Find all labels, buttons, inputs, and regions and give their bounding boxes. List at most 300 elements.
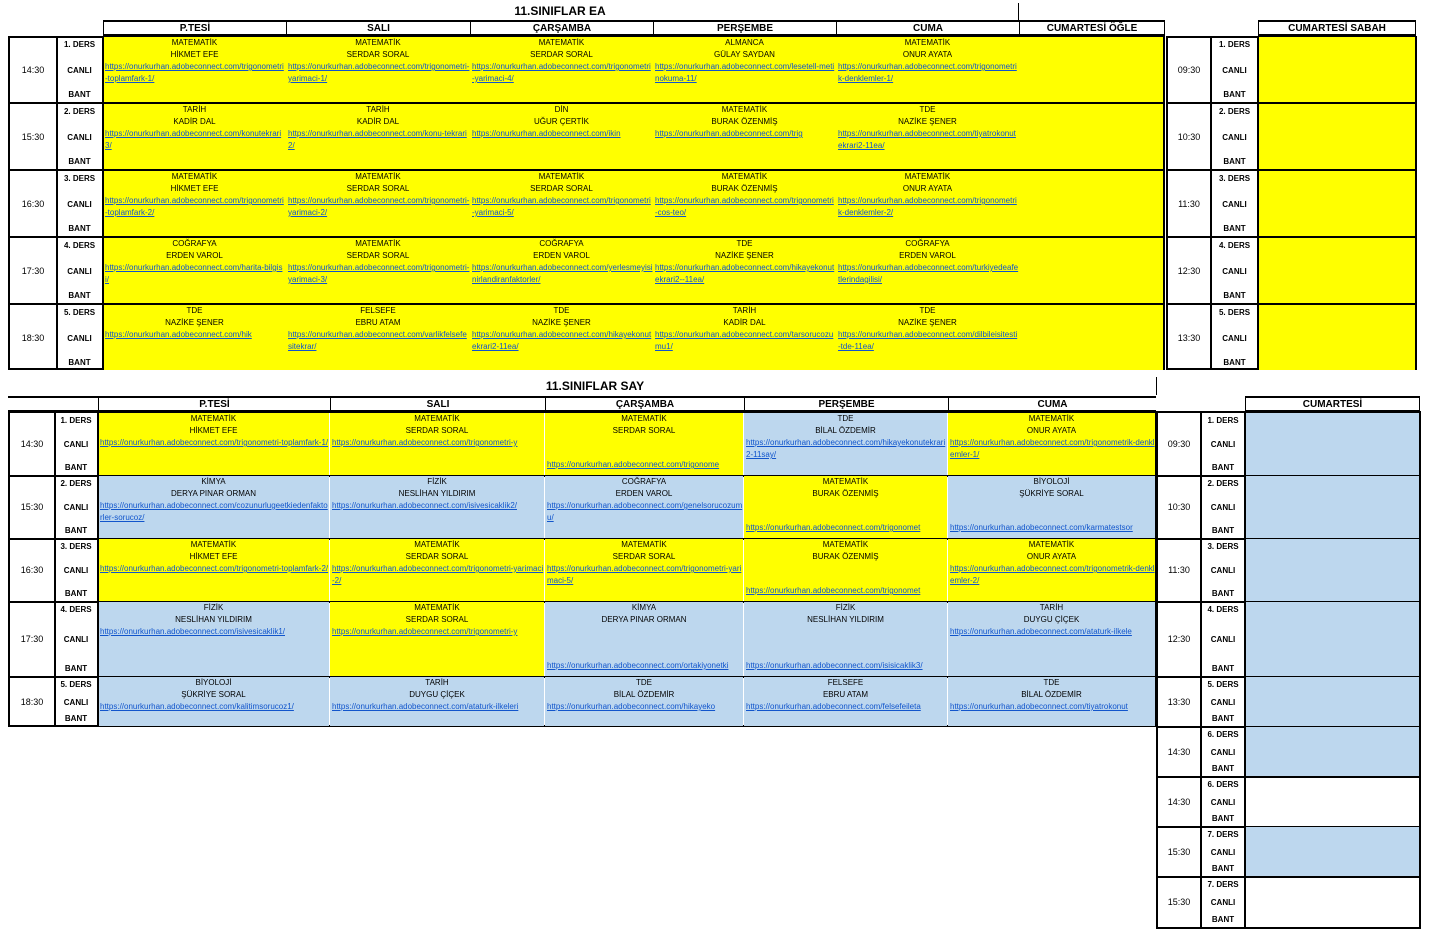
- lesson-subject: MATEMATİK: [721, 105, 768, 114]
- ea-time: 15:30: [21, 131, 45, 142]
- lesson-subject: TDE: [636, 678, 652, 687]
- lesson-link[interactable]: https://onurkurhan.adobeconnect.com/trigonometri-yarimaci-3/: [288, 263, 470, 284]
- lesson-link[interactable]: https://onurkurhan.adobeconnect.com/trigonometrik-denklemler-1/: [838, 62, 1017, 83]
- say-lesson-cell: [330, 413, 544, 475]
- canli-label: CANLI: [63, 635, 89, 644]
- say-lesson-cell: [330, 602, 544, 676]
- slot-label: 4. DERS: [1207, 605, 1239, 614]
- lesson-subject: FELSEFE: [827, 678, 864, 687]
- canli-label: CANLI: [1210, 503, 1236, 512]
- col-divider: [1210, 36, 1212, 370]
- ea-lesson-cell: [103, 37, 286, 102]
- lesson-link[interactable]: https://onurkurhan.adobeconnect.com/turkiyedeafetlerindagilisi/: [838, 263, 1019, 284]
- lesson-subject: MATEMATİK: [190, 414, 237, 423]
- say-lesson-cell: [545, 677, 743, 726]
- col-divider: [1244, 411, 1246, 929]
- lesson-teacher: NESLİHAN YILDIRIM: [175, 615, 252, 624]
- col-divider: [1200, 411, 1202, 929]
- lesson-subject: MATEMATİK: [1028, 414, 1075, 423]
- lesson-teacher: NAZİKE ŞENER: [165, 318, 224, 327]
- lesson-link[interactable]: https://onurkurhan.adobeconnect.com/trigonometri-toplamfark-2/: [105, 196, 284, 217]
- say-lesson-cell: [98, 539, 329, 601]
- canli-label: CANLI: [67, 334, 92, 343]
- lesson-subject: TDE: [919, 105, 936, 114]
- ea-lesson-cell: [836, 37, 1019, 102]
- ea-title: 11.SINIFLAR EA: [514, 4, 606, 18]
- slot-label: 5. DERS: [1207, 680, 1239, 689]
- slot-label: 2. DERS: [60, 479, 92, 488]
- say-lesson-cell: [948, 602, 1155, 676]
- say-lesson-cell: [744, 677, 947, 726]
- say-saturday-time: 09:30: [1167, 439, 1191, 449]
- lesson-link[interactable]: https://onurkurhan.adobeconnect.com/trigonometri-y: [332, 627, 518, 636]
- canli-label: CANLI: [1210, 635, 1236, 644]
- bant-label: BANT: [1211, 526, 1235, 535]
- ea-time: 18:30: [21, 332, 45, 343]
- lesson-link[interactable]: https://onurkurhan.adobeconnect.com/felsefeileta: [746, 702, 921, 711]
- lesson-teacher: DERYA PINAR ORMAN: [601, 615, 687, 624]
- lesson-link[interactable]: https://onurkurhan.adobeconnect.com/ikin: [472, 129, 621, 138]
- lesson-link[interactable]: https://onurkurhan.adobeconnect.com/trigonometri-yarimaci-2/: [332, 564, 544, 585]
- bant-label: BANT: [1211, 814, 1235, 823]
- lesson-teacher: BURAK ÖZENMİŞ: [711, 184, 778, 193]
- slot-label: 3. DERS: [60, 542, 92, 551]
- lesson-link[interactable]: https://onurkurhan.adobeconnect.com/hikayekonutekrari2-11ea/: [472, 330, 652, 351]
- lesson-link[interactable]: https://onurkurhan.adobeconnect.com/tiyatrokonutekrari2-11ea/: [838, 129, 1016, 150]
- lesson-teacher: SERDAR SORAL: [405, 615, 469, 624]
- lesson-subject: BİYOLOJİ: [195, 678, 232, 687]
- bant-label: BANT: [1211, 463, 1235, 472]
- lesson-teacher: ONUR AYATA: [1026, 552, 1077, 561]
- lesson-subject: TDE: [736, 239, 753, 248]
- say-saturday-cell: [1245, 413, 1419, 475]
- ea-time: 17:30: [21, 265, 45, 276]
- say-time: 17:30: [20, 634, 44, 644]
- lesson-teacher: KADİR DAL: [723, 318, 766, 327]
- ea-saturday-morning-cell: [1258, 171, 1415, 236]
- ea-saturday-noon-cell: [1019, 305, 1163, 370]
- lesson-subject: TARİH: [366, 105, 390, 114]
- lesson-link[interactable]: https://onurkurhan.adobeconnect.com/dilbileisitesti-tde-11ea/: [838, 330, 1018, 351]
- say-saturday-cell: [1245, 602, 1419, 676]
- ea-time: 14:30: [21, 64, 45, 75]
- bant-label: BANT: [68, 224, 91, 233]
- say-saturday-cell: [1245, 877, 1419, 927]
- lesson-subject: COĞRAFYA: [905, 239, 950, 248]
- lesson-link[interactable]: https://onurkurhan.adobeconnect.com/isisicaklik3/: [746, 661, 923, 670]
- canli-label: CANLI: [1210, 440, 1236, 449]
- bant-label: BANT: [1223, 90, 1246, 99]
- canli-label: CANLI: [1222, 66, 1247, 75]
- lesson-link[interactable]: https://onurkurhan.adobeconnect.com/trigonometri-yarimaci-2/: [288, 196, 470, 217]
- lesson-link[interactable]: https://onurkurhan.adobeconnect.com/trigonometrik-denklemler-2/: [950, 564, 1155, 585]
- say-saturday-time: 14:30: [1167, 796, 1191, 807]
- say-lesson-cell: [948, 539, 1155, 601]
- lesson-link[interactable]: https://onurkurhan.adobeconnect.com/trigonometrik-denklemler-2/: [838, 196, 1017, 217]
- lesson-link[interactable]: https://onurkurhan.adobeconnect.com/karmatestsor: [950, 523, 1133, 532]
- ea-lesson-cell: [286, 104, 470, 169]
- slot-label: 6. DERS: [1207, 780, 1239, 789]
- lesson-teacher: DUYGU ÇİÇEK: [1023, 615, 1080, 624]
- ea-time: 16:30: [21, 198, 45, 209]
- lesson-link[interactable]: https://onurkurhan.adobeconnect.com/trigonomet: [746, 523, 921, 532]
- lesson-subject: COĞRAFYA: [539, 239, 584, 248]
- slot-label: 4. DERS: [60, 605, 92, 614]
- lesson-teacher: ONUR AYATA: [902, 50, 953, 59]
- canli-label: CANLI: [1210, 698, 1236, 707]
- bant-label: BANT: [64, 714, 88, 723]
- lesson-link[interactable]: https://onurkurhan.adobeconnect.com/trigonometri-toplamfark-2/: [100, 564, 329, 573]
- ea-lesson-cell: [470, 37, 653, 102]
- say-lesson-cell: [98, 413, 329, 475]
- lesson-subject: TARİH: [182, 105, 207, 114]
- canli-label: CANLI: [1210, 748, 1236, 757]
- bant-label: BANT: [1211, 714, 1235, 723]
- ea-saturday-time: 11:30: [1178, 198, 1200, 209]
- lesson-link[interactable]: https://onurkurhan.adobeconnect.com/trigonometri-y: [332, 438, 518, 447]
- slot-label: 3. DERS: [1218, 174, 1251, 183]
- ea-saturday-noon-cell: [1019, 238, 1163, 303]
- lesson-subject: MATEMATİK: [904, 172, 951, 181]
- lesson-link[interactable]: https://onurkurhan.adobeconnect.com/varlikfelsefesitekrar/: [288, 330, 467, 351]
- ea-saturday-time: 09:30: [1177, 64, 1201, 75]
- lesson-link[interactable]: https://onurkurhan.adobeconnect.com/lesetell-metinokuma-11/: [655, 62, 835, 83]
- ea-day-header: P.TESİ: [103, 20, 286, 36]
- lesson-link[interactable]: https://onurkurhan.adobeconnect.com/hik: [105, 330, 252, 339]
- ea-lesson-cell: [103, 305, 286, 370]
- lesson-teacher: SERDAR SORAL: [346, 184, 410, 193]
- ea-lesson-cell: [470, 238, 653, 303]
- lesson-subject: MATEMATİK: [171, 172, 218, 181]
- say-lesson-cell: [545, 539, 743, 601]
- say-saturday-cell: [1245, 727, 1419, 776]
- lesson-subject: MATEMATİK: [414, 603, 460, 612]
- ea-lesson-cell: [836, 305, 1019, 370]
- lesson-subject: BİYOLOJİ: [1033, 477, 1070, 486]
- ea-saturday-time: 10:30: [1177, 131, 1201, 142]
- ea-lesson-cell: [286, 305, 470, 370]
- lesson-subject: MATEMATİK: [355, 172, 401, 181]
- lesson-teacher: HİKMET EFE: [170, 50, 219, 59]
- say-lesson-cell: [948, 413, 1155, 475]
- lesson-teacher: NAZİKE ŞENER: [898, 117, 957, 126]
- ea-saturday-noon-cell: [1019, 171, 1163, 236]
- bant-label: BANT: [68, 90, 91, 99]
- lesson-subject: ALMANCA: [725, 38, 764, 47]
- lesson-subject: FİZİK: [427, 477, 447, 486]
- lesson-link[interactable]: https://onurkurhan.adobeconnect.com/konu-tekrari2/: [288, 129, 467, 150]
- lesson-subject: MATEMATİK: [190, 540, 237, 549]
- lesson-subject: MATEMATİK: [1028, 540, 1075, 549]
- bant-label: BANT: [1211, 589, 1235, 598]
- col-divider: [1257, 36, 1259, 370]
- canli-label: CANLI: [1210, 798, 1236, 807]
- canli-label: CANLI: [67, 200, 92, 209]
- bant-label: BANT: [68, 157, 91, 166]
- lesson-link[interactable]: https://onurkurhan.adobeconnect.com/hikayekonutekrari2-11say/: [746, 438, 946, 459]
- bant-label: BANT: [64, 589, 88, 598]
- lesson-subject: MATEMATİK: [538, 172, 585, 181]
- lesson-subject: MATEMATİK: [621, 414, 667, 423]
- canli-label: CANLI: [1222, 133, 1247, 142]
- say-saturday-cell: [1245, 476, 1419, 538]
- canli-label: CANLI: [1210, 566, 1236, 575]
- lesson-subject: COĞRAFYA: [621, 477, 667, 486]
- canli-label: CANLI: [1222, 334, 1247, 343]
- lesson-teacher: ŞÜKRİYE SORAL: [1019, 489, 1084, 498]
- lesson-subject: FELSEFE: [360, 306, 396, 315]
- canli-label: CANLI: [67, 267, 92, 276]
- say-saturday-time: 12:30: [1167, 634, 1191, 644]
- lesson-teacher: UĞUR ÇERTİK: [534, 117, 589, 126]
- bant-label: BANT: [64, 526, 88, 535]
- lesson-teacher: BİLAL ÖZDEMİR: [613, 690, 675, 699]
- lesson-teacher: KADİR DAL: [173, 117, 216, 126]
- lesson-teacher: ERDEN VAROL: [533, 251, 590, 260]
- say-lesson-cell: [545, 413, 743, 475]
- ea-lesson-cell: [470, 104, 653, 169]
- ea-saturday-time: 12:30: [1177, 265, 1201, 276]
- lesson-link[interactable]: https://onurkurhan.adobeconnect.com/trigonometrik-denklemler-1/: [950, 438, 1155, 459]
- lesson-teacher: HİKMET EFE: [189, 426, 238, 435]
- lesson-subject: MATEMATİK: [414, 414, 460, 423]
- say-lesson-cell: [744, 476, 947, 538]
- lesson-link[interactable]: https://onurkurhan.adobeconnect.com/trigonomet: [746, 586, 921, 595]
- lesson-link[interactable]: https://onurkurhan.adobeconnect.com/trigonometri-yarimaci-1/: [288, 62, 470, 83]
- lesson-teacher: BİLAL ÖZDEMİR: [1021, 690, 1082, 699]
- lesson-link[interactable]: https://onurkurhan.adobeconnect.com/tarsorucozumu1/: [655, 330, 834, 351]
- say-lesson-cell: [98, 476, 329, 538]
- say-saturday-cell: [1245, 539, 1419, 601]
- canli-label: CANLI: [63, 503, 89, 512]
- ea-saturday-time: 13:30: [1177, 332, 1201, 343]
- say-lesson-cell: [330, 476, 544, 538]
- lesson-teacher: HİKMET EFE: [189, 552, 238, 561]
- lesson-subject: TDE: [186, 306, 203, 315]
- say-saturday-time: 13:30: [1167, 696, 1191, 707]
- lesson-teacher: NESLİHAN YILDIRIM: [807, 615, 884, 624]
- ea-lesson-cell: [470, 171, 653, 236]
- ea-title-divider: [1018, 3, 1019, 21]
- lesson-subject: KİMYA: [631, 603, 657, 612]
- say-saturday-cell: [1245, 827, 1419, 876]
- lesson-teacher: SERDAR SORAL: [346, 50, 410, 59]
- lesson-link[interactable]: https://onurkurhan.adobeconnect.com/yerlesmeyisinirlandiranfaktorler/: [472, 263, 653, 284]
- lesson-teacher: BURAK ÖZENMİŞ: [812, 489, 879, 498]
- slot-label: 5. DERS: [60, 680, 92, 689]
- slot-label: 5. DERS: [1218, 308, 1251, 317]
- ea-lesson-cell: [286, 171, 470, 236]
- ea-lesson-cell: [653, 238, 836, 303]
- say-title: 11.SINIFLAR SAY: [545, 379, 645, 393]
- ea-saturday-morning-cell: [1258, 104, 1415, 169]
- col-divider: [56, 36, 58, 370]
- ea-lesson-cell: [286, 37, 470, 102]
- lesson-subject: TDE: [1043, 678, 1060, 687]
- lesson-teacher: BURAK ÖZENMİŞ: [812, 552, 879, 561]
- lesson-link[interactable]: https://onurkurhan.adobeconnect.com/hikayeko: [547, 702, 716, 711]
- lesson-teacher: SERDAR SORAL: [612, 426, 676, 435]
- ea-lesson-cell: [103, 104, 286, 169]
- lesson-link[interactable]: https://onurkurhan.adobeconnect.com/trigonometri-yarimaci-4/: [472, 62, 651, 83]
- ea-day-header: CUMARTESİ ÖĞLE: [1019, 20, 1165, 36]
- lesson-subject: FİZİK: [835, 603, 856, 612]
- lesson-teacher: ŞÜKRİYE SORAL: [181, 690, 246, 699]
- ea-saturday-morning-cell: [1258, 238, 1415, 303]
- lesson-link[interactable]: https://onurkurhan.adobeconnect.com/trigonometri-yarimaci-5/: [547, 564, 742, 585]
- lesson-teacher: BURAK ÖZENMİŞ: [711, 117, 778, 126]
- ea-day-header: PERŞEMBE: [653, 20, 836, 36]
- lesson-link[interactable]: https://onurkurhan.adobeconnect.com/ortakiyonetki: [547, 661, 729, 670]
- lesson-teacher: DUYGU ÇİÇEK: [409, 690, 465, 699]
- say-day-header: CUMA: [948, 396, 1156, 412]
- say-day-header: PERŞEMBE: [744, 396, 948, 412]
- ea-lesson-cell: [470, 305, 653, 370]
- slot-label: 6. DERS: [1207, 730, 1239, 739]
- ea-lesson-cell: [653, 37, 836, 102]
- say-lesson-cell: [744, 602, 947, 676]
- ea-lesson-cell: [653, 171, 836, 236]
- canli-label: CANLI: [63, 440, 89, 449]
- say-lesson-cell: [545, 602, 743, 676]
- lesson-teacher: NESLİHAN YILDIRIM: [398, 489, 476, 498]
- say-time: 16:30: [20, 565, 44, 575]
- lesson-teacher: SERDAR SORAL: [405, 426, 469, 435]
- bant-label: BANT: [64, 463, 88, 472]
- say-day-header: SALI: [330, 396, 545, 412]
- lesson-subject: MATEMATİK: [721, 172, 768, 181]
- lesson-teacher: EBRU ATAM: [822, 690, 869, 699]
- say-lesson-cell: [948, 476, 1155, 538]
- lesson-link[interactable]: https://onurkurhan.adobeconnect.com/konutekrari3/: [105, 129, 282, 150]
- lesson-link[interactable]: https://onurkurhan.adobeconnect.com/isivesicaklik1/: [100, 627, 285, 636]
- slot-label: 4. DERS: [63, 241, 96, 250]
- lesson-subject: KİMYA: [201, 477, 226, 486]
- lesson-subject: MATEMATİK: [355, 239, 401, 248]
- say-lesson-cell: [744, 413, 947, 475]
- canli-label: CANLI: [63, 698, 89, 707]
- lesson-subject: TDE: [837, 414, 854, 423]
- bant-label: BANT: [64, 664, 88, 673]
- lesson-subject: FİZİK: [203, 603, 224, 612]
- slot-label: 3. DERS: [63, 174, 96, 183]
- lesson-link[interactable]: https://onurkurhan.adobeconnect.com/genelsorucozumu/: [547, 501, 743, 522]
- say-time: 14:30: [20, 439, 44, 449]
- bant-label: BANT: [1211, 764, 1235, 773]
- ea-lesson-cell: [653, 305, 836, 370]
- lesson-link[interactable]: https://onurkurhan.adobeconnect.com/trigonometri-cos-teo/: [655, 196, 834, 217]
- say-saturday-time: 10:30: [1167, 502, 1191, 512]
- lesson-subject: TARİH: [1039, 603, 1064, 612]
- say-saturday-time: 15:30: [1167, 897, 1191, 907]
- ea-lesson-cell: [836, 238, 1019, 303]
- lesson-link[interactable]: https://onurkurhan.adobeconnect.com/isivesicaklik2/: [332, 501, 517, 510]
- lesson-link[interactable]: https://onurkurhan.adobeconnect.com/cozunurlugeetkiedenfaktorler-sorucoz/: [100, 501, 328, 522]
- ea-saturday-morning-header: CUMARTESİ SABAH: [1258, 20, 1416, 36]
- bant-label: BANT: [1223, 224, 1246, 233]
- lesson-teacher: HİKMET EFE: [170, 184, 219, 193]
- lesson-subject: MATEMATİK: [904, 38, 951, 47]
- lesson-subject: DİN: [554, 105, 569, 114]
- ea-lesson-cell: [653, 104, 836, 169]
- lesson-subject: MATEMATİK: [822, 477, 869, 486]
- lesson-teacher: ONUR AYATA: [902, 184, 953, 193]
- lesson-subject: MATEMATİK: [538, 38, 585, 47]
- canli-label: CANLI: [1222, 200, 1247, 209]
- lesson-subject: TDE: [553, 306, 570, 315]
- canli-label: CANLI: [1210, 898, 1236, 907]
- lesson-link[interactable]: https://onurkurhan.adobeconnect.com/trigonome: [547, 460, 720, 469]
- canli-label: CANLI: [1222, 267, 1247, 276]
- lesson-teacher: KADİR DAL: [356, 117, 400, 126]
- say-saturday-time: 14:30: [1167, 746, 1191, 757]
- lesson-link[interactable]: https://onurkurhan.adobeconnect.com/trigonometri-toplamfark-1/: [100, 438, 329, 447]
- lesson-link[interactable]: https://onurkurhan.adobeconnect.com/trigonometri-yarimaci-5/: [472, 196, 651, 217]
- lesson-subject: MATEMATİK: [822, 540, 869, 549]
- bant-label: BANT: [1211, 915, 1235, 924]
- lesson-link[interactable]: https://onurkurhan.adobeconnect.com/ataturk-ilkele: [950, 627, 1132, 636]
- lesson-link[interactable]: https://onurkurhan.adobeconnect.com/harita-bilgisi/: [105, 263, 283, 284]
- say-header-blank: [8, 396, 98, 412]
- slot-label: 1. DERS: [63, 40, 96, 49]
- lesson-subject: MATEMATİK: [414, 540, 460, 549]
- lesson-link[interactable]: https://onurkurhan.adobeconnect.com/trig: [655, 129, 803, 138]
- lesson-teacher: NAZİKE ŞENER: [715, 251, 774, 260]
- slot-label: 2. DERS: [63, 107, 96, 116]
- slot-label: 7. DERS: [1207, 880, 1239, 889]
- col-divider: [102, 36, 104, 370]
- lesson-teacher: DERYA PINAR ORMAN: [170, 489, 257, 498]
- say-lesson-cell: [545, 476, 743, 538]
- say-day-header: P.TESİ: [98, 396, 330, 412]
- lesson-subject: TARİH: [425, 678, 449, 687]
- ea-lesson-cell: [836, 171, 1019, 236]
- ea-saturday-noon-cell: [1019, 104, 1163, 169]
- lesson-teacher: SERDAR SORAL: [346, 251, 410, 260]
- lesson-subject: MATEMATİK: [355, 38, 401, 47]
- lesson-link[interactable]: https://onurkurhan.adobeconnect.com/ataturk-ilkeleri: [332, 702, 519, 711]
- bant-label: BANT: [1223, 157, 1246, 166]
- slot-label: 1. DERS: [1218, 40, 1251, 49]
- canli-label: CANLI: [67, 133, 92, 142]
- say-lesson-cell: [744, 539, 947, 601]
- ea-lesson-cell: [836, 104, 1019, 169]
- say-time: 18:30: [20, 696, 44, 707]
- ea-lesson-cell: [286, 238, 470, 303]
- lesson-teacher: SERDAR SORAL: [405, 552, 469, 561]
- slot-label: 1. DERS: [60, 416, 92, 425]
- say-lesson-cell: [98, 677, 329, 726]
- slot-label: 7. DERS: [1207, 830, 1239, 839]
- lesson-link[interactable]: https://onurkurhan.adobeconnect.com/hikayekonutekrari2--11ea/: [655, 263, 835, 284]
- bant-label: BANT: [1223, 358, 1246, 367]
- ea-lesson-cell: [103, 171, 286, 236]
- say-saturday-time: 15:30: [1167, 846, 1191, 857]
- ea-day-header: SALI: [286, 20, 470, 36]
- lesson-subject: TDE: [919, 306, 936, 315]
- col-divider: [97, 411, 99, 727]
- bant-label: BANT: [1211, 864, 1235, 873]
- lesson-teacher: SERDAR SORAL: [530, 184, 593, 193]
- lesson-link[interactable]: https://onurkurhan.adobeconnect.com/kalitimsorucoz1/: [100, 702, 294, 711]
- say-saturday-time: 11:30: [1168, 565, 1190, 575]
- lesson-subject: MATEMATİK: [621, 540, 667, 549]
- lesson-teacher: ONUR AYATA: [1026, 426, 1077, 435]
- say-lesson-cell: [98, 602, 329, 676]
- lesson-link[interactable]: https://onurkurhan.adobeconnect.com/trigonometri-toplamfark-1/: [105, 62, 284, 83]
- lesson-link[interactable]: https://onurkurhan.adobeconnect.com/tiyatrokonut: [950, 702, 1128, 711]
- say-day-header: ÇARŞAMBA: [545, 396, 744, 412]
